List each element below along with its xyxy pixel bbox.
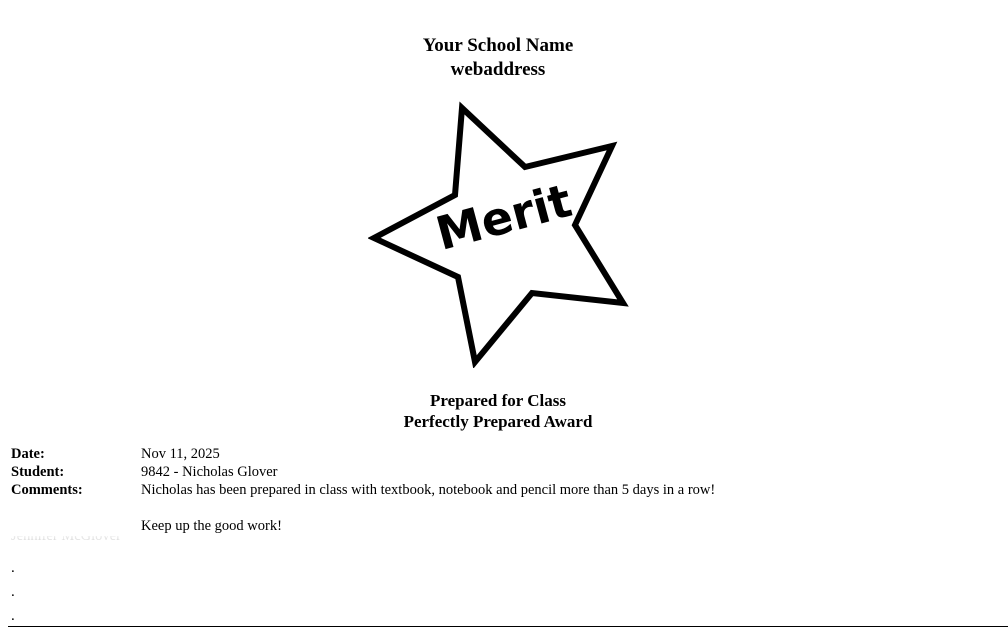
date-row <box>11 445 715 463</box>
award-name: Perfectly Prepared Award <box>403 412 593 431</box>
comments-extra: Keep up the good work! <box>141 518 282 534</box>
award-title <box>0 390 996 432</box>
award-details <box>11 445 715 535</box>
signature-dot-1: . <box>11 560 15 576</box>
badge-text: Merit <box>430 173 578 261</box>
merit-star-badge <box>368 100 630 368</box>
certificate-header <box>0 34 996 82</box>
date-value: Nov 11, 2025 <box>141 446 220 462</box>
signature-dot-2: . <box>11 584 15 600</box>
comments-value: Nicholas has been prepared in class with textbook, notebook and pencil more than 5 days in a row! <box>141 482 716 498</box>
school-name: Your School Name <box>422 35 574 56</box>
comments-label: Comments: <box>11 482 83 498</box>
signature-dot-3: . <box>11 608 15 624</box>
student-label: Student: <box>11 464 65 480</box>
student-value: 9842 - Nicholas Glover <box>141 464 278 480</box>
signature-line <box>8 626 1008 627</box>
date-label: Date: <box>11 446 45 462</box>
student-row <box>11 463 715 481</box>
signature-name <box>11 536 135 552</box>
signature-redaction <box>11 536 135 552</box>
star-icon <box>368 100 630 368</box>
web-address: webaddress <box>450 59 546 80</box>
award-category: Prepared for Class <box>430 391 566 410</box>
comments-row <box>11 481 715 535</box>
comments-text <box>141 481 715 535</box>
